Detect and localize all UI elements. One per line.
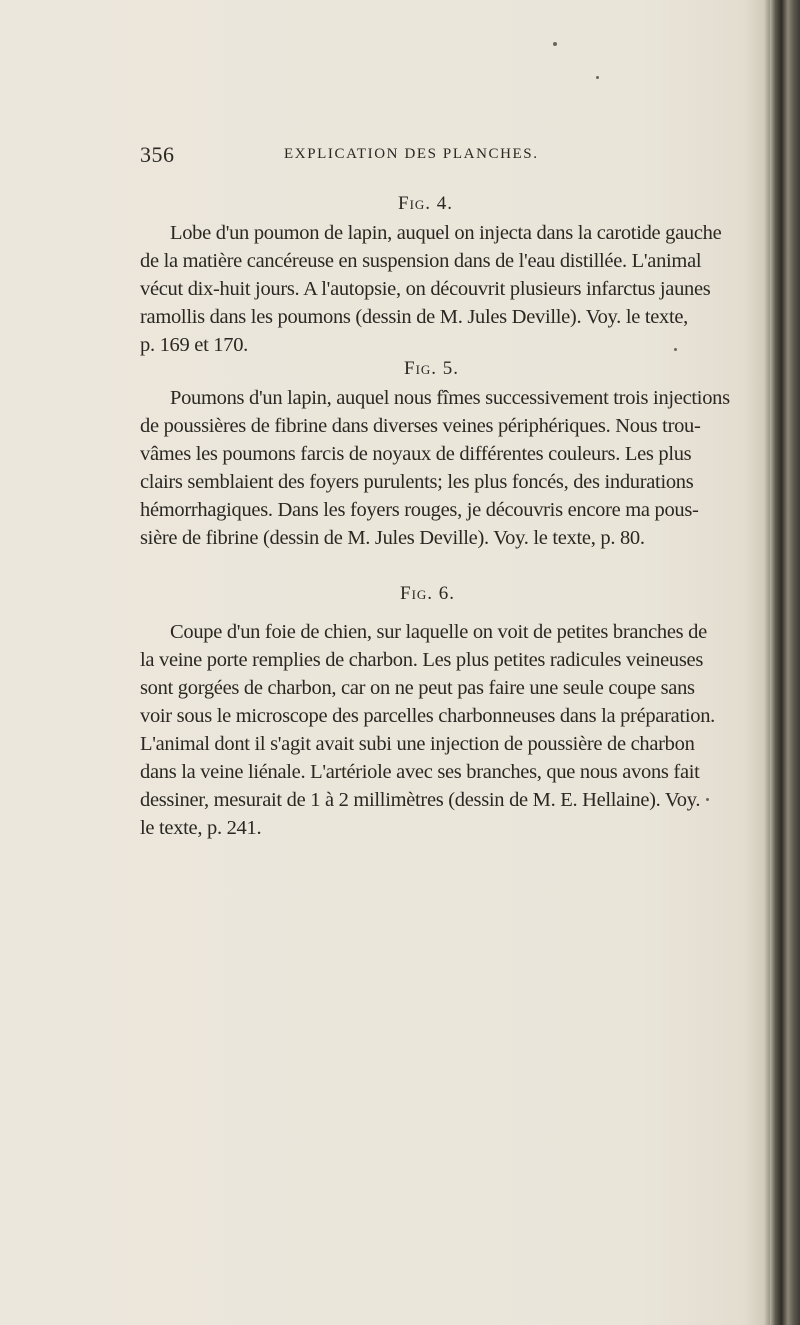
caption-line: vâmes les poumons farcis de noyaux de différentes couleurs. Les plus	[140, 443, 692, 465]
fig-5-caption	[140, 384, 760, 552]
caption-line: dans la veine liénale. L'artériole avec ses branches, que nous avons fait	[140, 761, 700, 783]
fig-6-caption	[140, 618, 760, 842]
caption-line: sière de fibrine (dessin de M. Jules Deville). Voy. le texte, p. 80.	[140, 527, 645, 549]
fig-4-caption	[140, 219, 760, 359]
caption-line: Coupe d'un foie de chien, sur laquelle on voit de petites branches de	[170, 621, 707, 643]
paper-speck	[596, 76, 599, 79]
caption-line: de poussières de fibrine dans diverses veines périphériques. Nous trou-	[140, 415, 701, 437]
caption-line: ramollis dans les poumons (dessin de M. Jules Deville). Voy. le texte,	[140, 306, 688, 328]
page-number: 356	[140, 142, 175, 167]
caption-line: vécut dix-huit jours. A l'autopsie, on découvrit plusieurs infarctus jaunes	[140, 278, 711, 300]
caption-line: de la matière cancéreuse en suspension dans de l'eau distillée. L'animal	[140, 250, 702, 272]
running-title: EXPLICATION DES PLANCHES.	[284, 146, 539, 162]
caption-line: p. 169 et 170.	[140, 334, 248, 356]
caption-line: hémorrhagiques. Dans les foyers rouges, je découvris encore ma pous-	[140, 499, 699, 521]
caption-line: Poumons d'un lapin, auquel nous fîmes successivement trois injections	[170, 387, 730, 409]
caption-line: L'animal dont il s'agit avait subi une injection de poussière de charbon	[140, 733, 695, 755]
caption-line: dessiner, mesurait de 1 à 2 millimètres (dessin de M. E. Hellaine). Voy.	[140, 789, 701, 811]
caption-line: le texte, p. 241.	[140, 817, 262, 839]
paper-speck	[553, 42, 557, 46]
fig-6-heading: Fig. 6.	[400, 583, 456, 604]
caption-line: clairs semblaient des foyers purulents; les plus foncés, des indurations	[140, 471, 694, 493]
caption-line: Lobe d'un poumon de lapin, auquel on injecta dans la carotide gauche	[170, 222, 722, 244]
fig-5-heading: Fig. 5.	[404, 358, 460, 379]
caption-line: sont gorgées de charbon, car on ne peut pas faire une seule coupe sans	[140, 677, 695, 699]
caption-line: voir sous le microscope des parcelles charbonneuses dans la préparation.	[140, 705, 715, 727]
book-binding	[770, 0, 800, 1325]
fig-4-heading: Fig. 4.	[398, 193, 454, 214]
caption-line: la veine porte remplies de charbon. Les plus petites radicules veineuses	[140, 649, 704, 671]
page-header	[140, 142, 740, 172]
